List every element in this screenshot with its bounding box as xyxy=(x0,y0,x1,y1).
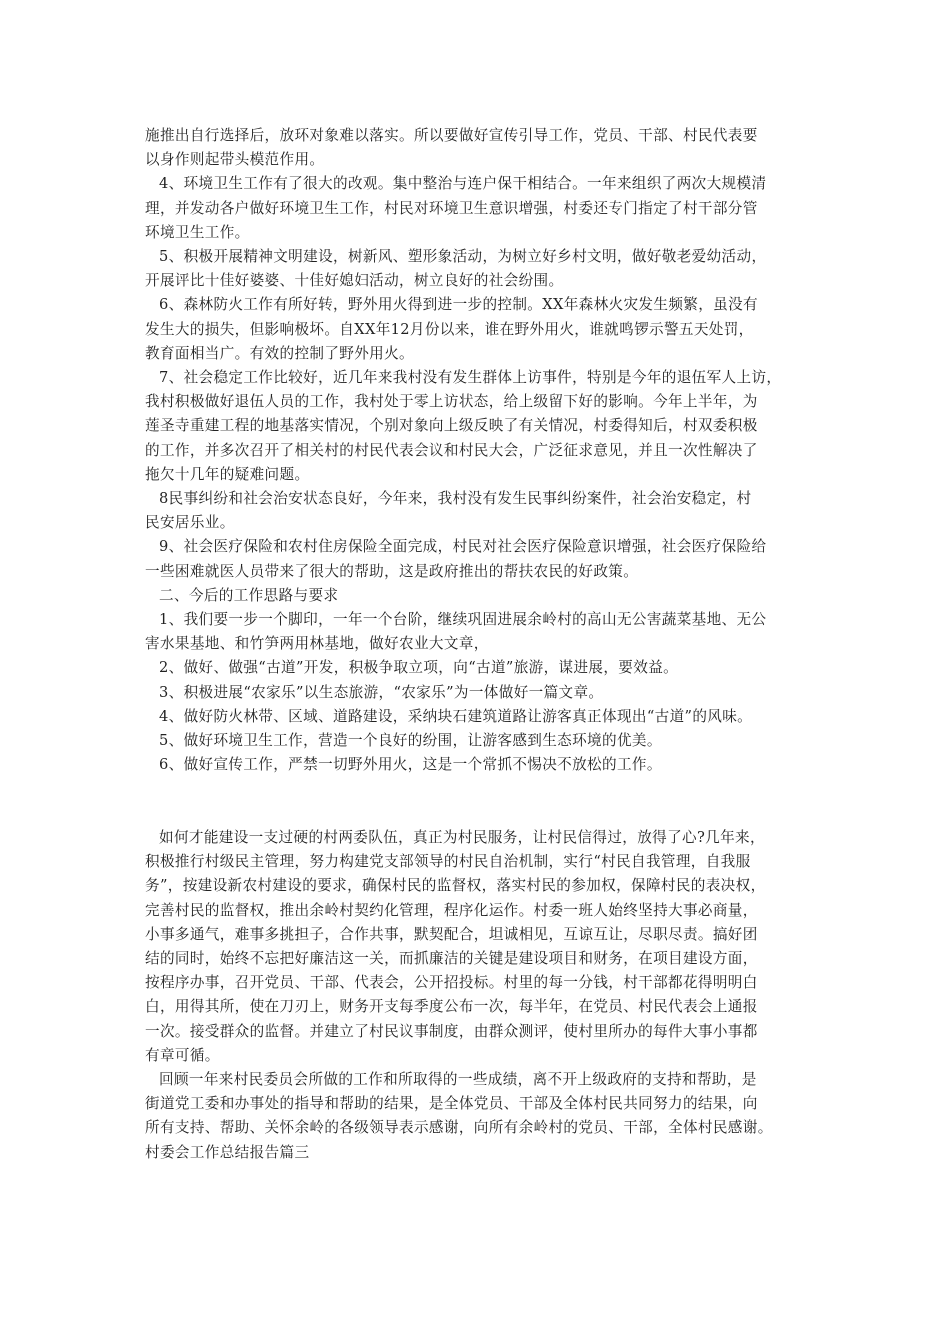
text-line: 8民事纠纷和社会治安状态良好，今年来，我村没有发生民事纠纷案件，社会治安稳定，村 xyxy=(159,490,752,508)
text-line: 一些困难就医人员带来了很大的帮助，这是政府推出的帮扶农民的好政策。 xyxy=(145,562,639,580)
text-line: 所有支持、帮助、关怀余岭的各级领导表示感谢，向所有余岭村的党员、干部，全体村民感谢。 xyxy=(145,1119,773,1137)
village-committee-section xyxy=(145,826,815,1165)
text-line: 按程序办事，召开党员、干部、代表会，公开招投标。村里的每一分钱，村干部都花得明明白 xyxy=(145,974,758,992)
text-line: 害水果基地、和竹笋两用林基地，做好农业大文章， xyxy=(145,635,489,653)
text-line: 发生大的损失，但影响极坏。自XX年12月份以来，谁在野外用火，谁就鸣锣示警五天处罚， xyxy=(145,320,754,338)
text-line: 4、环境卫生工作有了很大的改观。集中整治与连户保干相结合。一年来组织了两次大规模清 xyxy=(159,175,767,193)
text-line: 开展评比十佳好婆婆、十佳好媳妇活动，树立良好的社会纷围。 xyxy=(145,272,564,290)
text-line: 一次。接受群众的监督。并建立了村民议事制度，由群众测评，使村里所办的每件大事小事都 xyxy=(145,1022,758,1040)
text-line: 2、做好、做强“古道”开发，积极争取立项，向“古道”旅游，谋进展，要效益。 xyxy=(159,659,679,677)
text-line: 的工作，并多次召开了相关村的村民代表会议和村民大会，广泛征求意见，并且一次性解决了 xyxy=(145,441,758,459)
text-line: 完善村民的监督权，推出余岭村契约化管理，程序化运作。村委一班人始终坚持大事必商量， xyxy=(145,901,758,919)
text-line: 村委会工作总结报告篇三 xyxy=(145,1143,310,1161)
text-line: 5、积极开展精神文明建设，树新风、塑形象活动，为树立好乡村文明，做好敬老爱幼活动， xyxy=(159,248,767,266)
text-line: 4、做好防火林带、区域、道路建设，采纳块石建筑道路让游客真正体现出“古道”的风味。 xyxy=(159,707,753,725)
text-line: 拖欠十几年的疑难问题。 xyxy=(145,465,310,483)
text-line: 回顾一年来村民委员会所做的工作和所取得的一些成绩，离不开上级政府的支持和帮助，是 xyxy=(159,1071,757,1089)
text-line: 二、今后的工作思路与要求 xyxy=(159,586,339,604)
text-line: 莲圣寺重建工程的地基落实情况，个别对象向上级反映了有关情况，村委得知后，村双委积极 xyxy=(145,417,758,435)
text-line: 有章可循。 xyxy=(145,1046,220,1064)
text-line: 务”，按建设新农村建设的要求，确保村民的监督权，落实村民的参加权，保障村民的表决权， xyxy=(145,877,766,895)
work-summary-section xyxy=(145,124,815,777)
text-line: 理，并发动各户做好环境卫生工作，村民对环境卫生意识增强，村委还专门指定了村干部分管 xyxy=(145,199,758,217)
text-line: 以身作则起带头模范作用。 xyxy=(145,151,325,169)
text-line: 我村积极做好退伍人员的工作，我村处于零上访状态，给上级留下好的影响。今年上半年，为 xyxy=(145,393,758,411)
text-line: 积极推行村级民主管理，努力构建党支部领导的村民自治机制，实行“村民自我管理，自我服 xyxy=(145,853,751,871)
text-line: 9、社会医疗保险和农村住房保险全面完成，村民对社会医疗保险意识增强，社会医疗保险给 xyxy=(159,538,767,556)
text-line: 6、森林防火工作有所好转，野外用火得到进一步的控制。XX年森林火灾发生频繁，虽没有 xyxy=(159,296,758,314)
text-line: 教育面相当广。有效的控制了野外用火。 xyxy=(145,344,414,362)
text-line: 结的同时，始终不忘把好廉洁这一关，而抓廉洁的关键是建设项目和财务，在项目建设方面， xyxy=(145,950,758,968)
text-line: 街道党工委和办事处的指导和帮助的结果，是全体党员、干部及全体村民共同努力的结果，向 xyxy=(145,1095,758,1113)
text-line: 环境卫生工作。 xyxy=(145,223,250,241)
text-line: 3、积极进展“农家乐”以生态旅游，“农家乐”为一体做好一篇文章。 xyxy=(159,683,604,701)
text-line: 如何才能建设一支过硬的村两委队伍，真正为村民服务，让村民信得过，放得了心?几年来， xyxy=(159,829,765,846)
text-line: 民安居乐业。 xyxy=(145,514,235,532)
text-line: 7、社会稳定工作比较好，近几年来我村没有发生群体上访事件，特别是今年的退伍军人上访， xyxy=(159,369,782,387)
text-line: 白，用得其所，使在刀刃上，财务开支每季度公布一次，每半年，在党员、村民代表会上通报 xyxy=(145,998,758,1016)
text-line: 施推出自行选择后，放环对象难以落实。所以要做好宣传引导工作，党员、干部、村民代表要 xyxy=(145,127,758,144)
text-line: 6、做好宣传工作，严禁一切野外用火，这是一个常抓不惕决不放松的工作。 xyxy=(159,756,662,774)
text-line: 5、做好环境卫生工作，营造一个良好的纷围，让游客感到生态环境的优美。 xyxy=(159,732,662,750)
text-line: 小事多通气，难事多挑担子，合作共事，默契配合，坦诚相见，互谅互让，尽职尽责。搞好团 xyxy=(145,925,758,943)
text-line: 1、我们要一步一个脚印，一年一个台阶，继续巩固进展余岭村的高山无公害蔬菜基地、无公 xyxy=(159,611,767,629)
